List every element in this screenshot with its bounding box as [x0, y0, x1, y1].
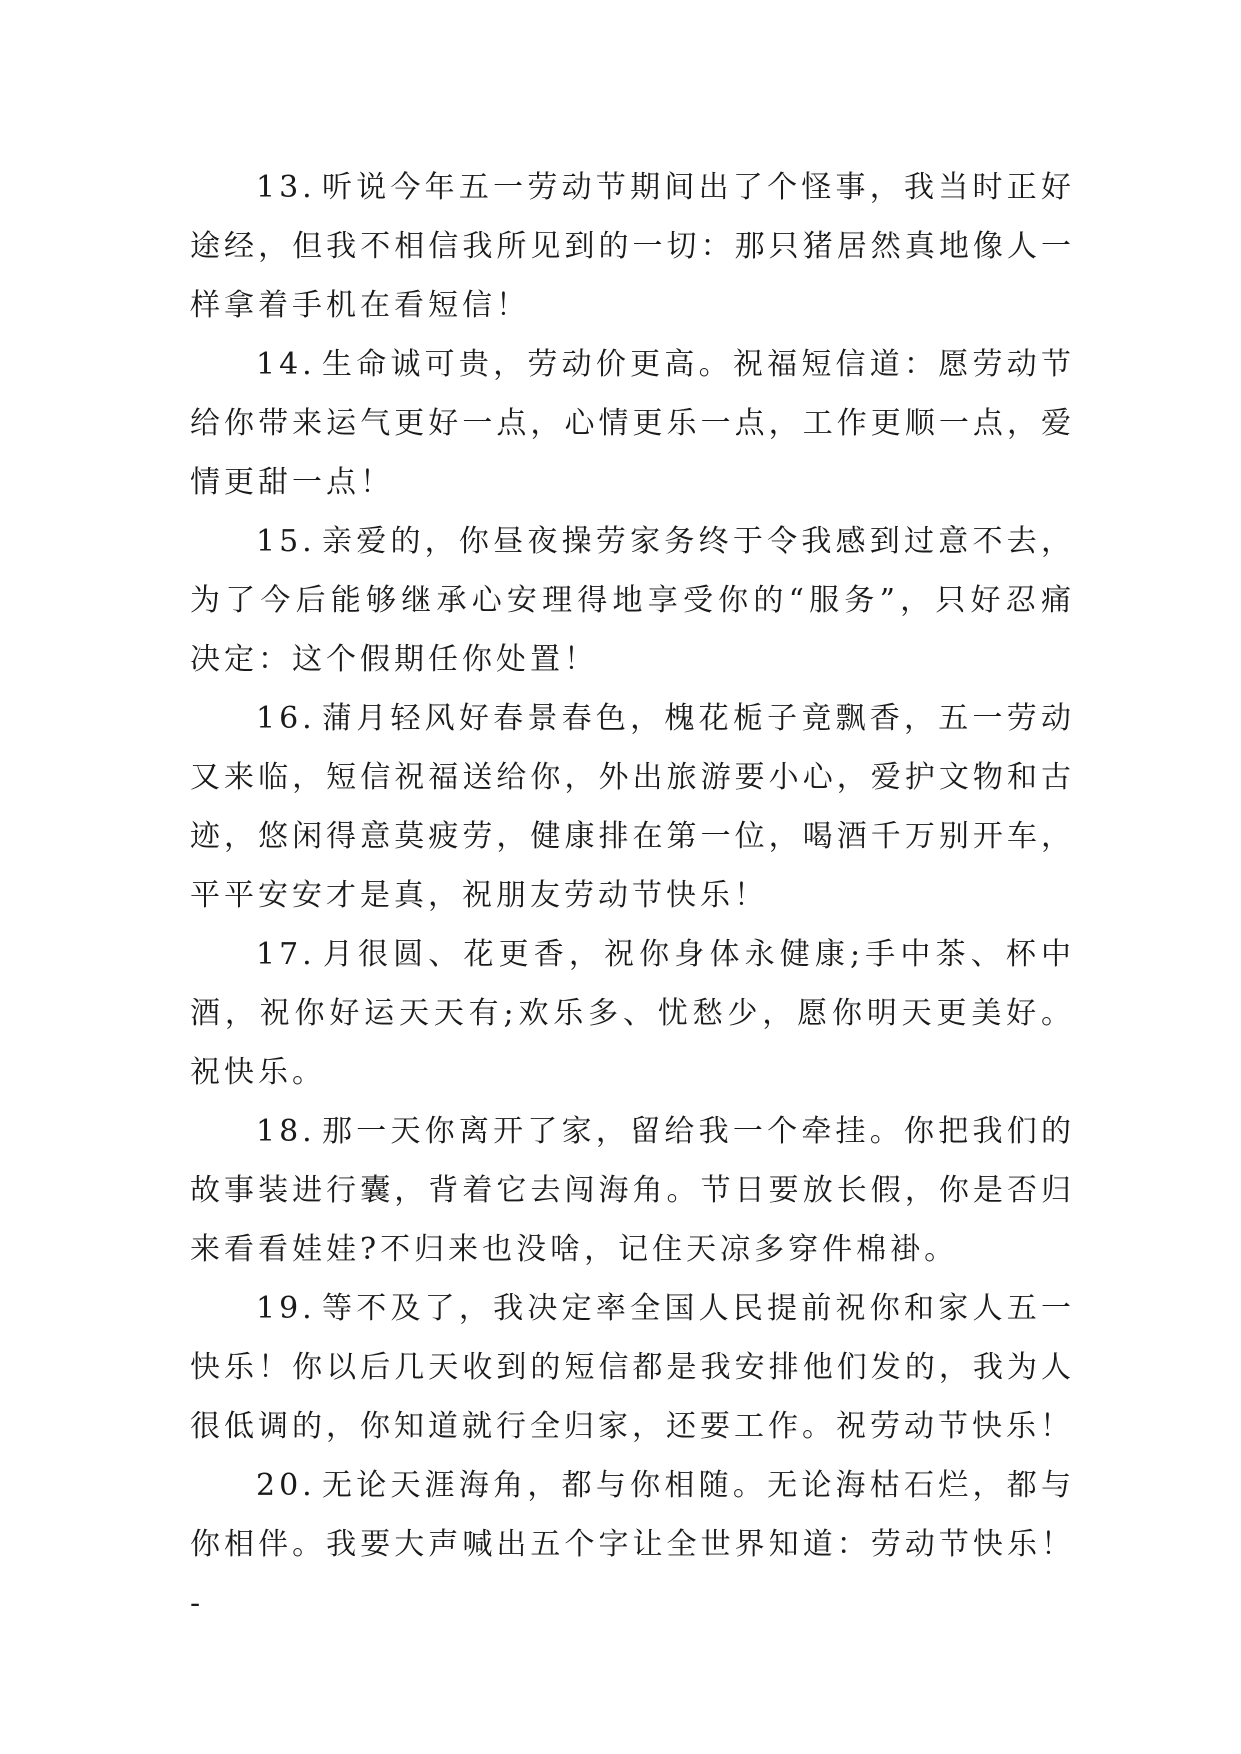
document-body	[190, 158, 1075, 1633]
paragraph-20	[190, 1456, 1075, 1633]
paragraph-number: 15.	[256, 524, 316, 559]
paragraph-number: 13.	[256, 170, 316, 205]
paragraph-15	[190, 512, 1075, 689]
paragraph-number: 16.	[256, 701, 316, 736]
paragraph-text: 无论天涯海角，都与你相随。无论海枯石烂，都与你相伴。我要大声喊出五个字让全世界知道：劳动节快乐！-	[190, 1468, 1075, 1621]
paragraph-number: 20.	[256, 1468, 316, 1503]
paragraph-text: 月很圆、花更香，祝你身体永健康;手中茶、杯中酒，祝你好运天天有;欢乐多、忧愁少，愿你明天更美好。祝快乐。	[190, 937, 1075, 1090]
paragraph-number: 19.	[256, 1291, 316, 1326]
paragraph-16	[190, 689, 1075, 925]
paragraph-14	[190, 335, 1075, 512]
paragraph-17	[190, 925, 1075, 1102]
paragraph-19	[190, 1279, 1075, 1456]
paragraph-number: 17.	[256, 937, 316, 972]
paragraph-number: 18.	[256, 1114, 316, 1149]
paragraph-text: 蒲月轻风好春景春色，槐花栀子竟飘香，五一劳动又来临，短信祝福送给你，外出旅游要小心，爱护文物和古迹，悠闲得意莫疲劳，健康排在第一位，喝酒千万别开车，平平安安才是真，祝朋友劳动节快乐！	[190, 701, 1075, 913]
paragraph-text: 那一天你离开了家，留给我一个牵挂。你把我们的故事装进行囊，背着它去闯海角。节日要放长假，你是否归来看看娃娃?不归来也没啥，记住天凉多穿件棉褂。	[190, 1114, 1075, 1267]
paragraph-13	[190, 158, 1075, 335]
paragraph-text: 听说今年五一劳动节期间出了个怪事，我当时正好途经，但我不相信我所见到的一切：那只猪居然真地像人一样拿着手机在看短信！	[190, 170, 1075, 323]
paragraph-text: 等不及了，我决定率全国人民提前祝你和家人五一快乐！你以后几天收到的短信都是我安排他们发的，我为人很低调的，你知道就行全归家，还要工作。祝劳动节快乐！	[190, 1291, 1075, 1444]
paragraph-number: 14.	[256, 347, 316, 382]
paragraph-text: 生命诚可贵，劳动价更高。祝福短信道：愿劳动节给你带来运气更好一点，心情更乐一点，工作更顺一点，爱情更甜一点！	[190, 347, 1075, 500]
paragraph-text: 亲爱的，你昼夜操劳家务终于令我感到过意不去，为了今后能够继承心安理得地享受你的“服务”，只好忍痛决定：这个假期任你处置！	[190, 524, 1075, 677]
paragraph-18	[190, 1102, 1075, 1279]
